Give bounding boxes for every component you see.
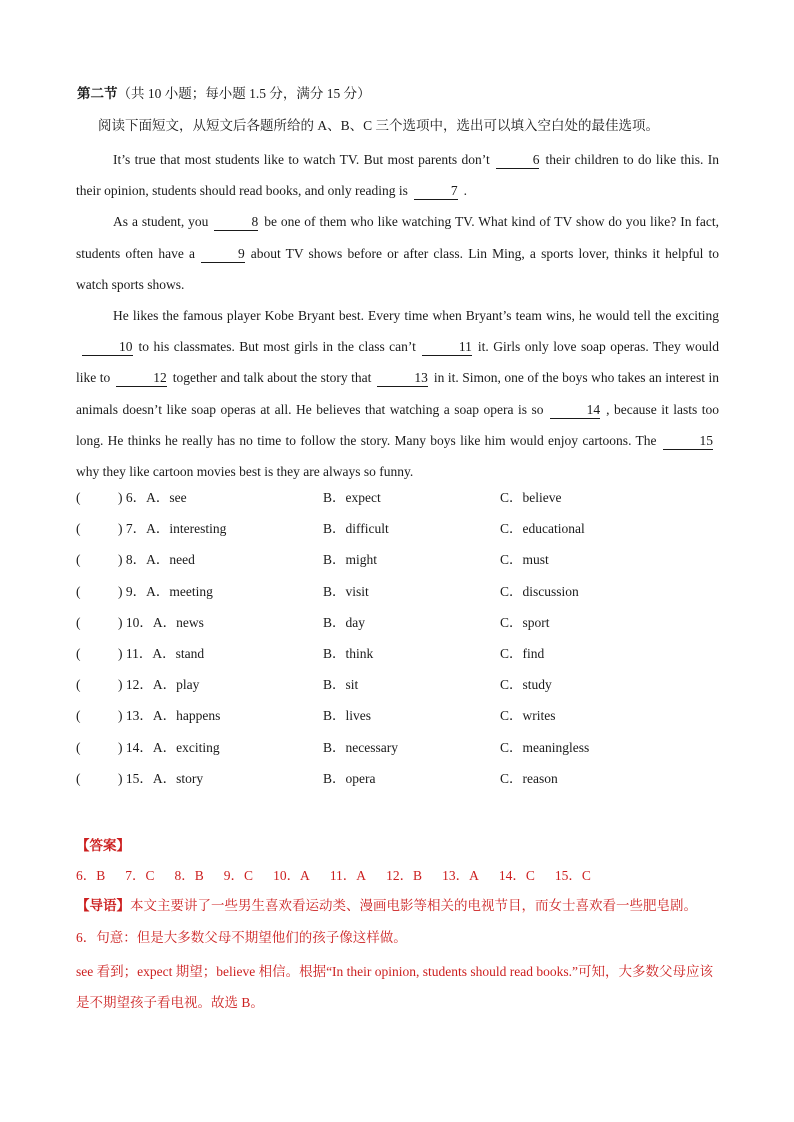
answer-heading: 【答案】 <box>76 838 130 853</box>
question-row <box>76 513 719 544</box>
answer-item: 9．C <box>223 868 254 883</box>
answer-key <box>76 864 611 884</box>
passage-text: As a student, you <box>113 214 209 230</box>
option-a: ) 8．A．need <box>118 552 195 568</box>
question-list <box>76 482 719 794</box>
blank-8: 8 <box>214 214 258 231</box>
passage-text: it. Girls only love soap operas. They would like to <box>76 339 720 386</box>
question-row <box>76 700 719 731</box>
answer-paren[interactable]: ( <box>76 490 81 505</box>
question-row <box>76 482 719 513</box>
blank-6: 6 <box>496 152 540 169</box>
instruction: 阅读下面短文，从短文后各题所给的 A、B、C 三个选项中，选出可以填入空白处的最佳选项。 <box>98 118 660 133</box>
option-b: B．day <box>323 614 365 630</box>
option-a: ) 13．A．happens <box>118 708 221 724</box>
option-c: C．study <box>500 677 552 693</box>
question-row <box>76 638 719 669</box>
passage-paragraph-1 <box>76 144 719 206</box>
answer-item: 11．A <box>329 868 367 883</box>
blank-10: 10 <box>82 339 133 356</box>
answer-paren[interactable]: ( <box>76 583 81 599</box>
passage-text: . <box>463 183 467 199</box>
passage-text: , because it lasts too long. He thinks he really has no time to follow the story. Many boys like him would enjoy cartoons. The <box>76 401 719 448</box>
option-c: C．must <box>500 552 549 568</box>
option-b: B．visit <box>323 583 369 599</box>
answer-paren[interactable]: ( <box>76 677 81 693</box>
option-c: C．meaningless <box>500 739 590 755</box>
section-note: （共 10 小题；每小题 1.5 分，满分 15 分） <box>117 86 371 101</box>
passage-text: be one of them who like watching TV. What kind of TV show do you like? In fact, students often have a <box>76 214 720 261</box>
option-b: B．difficult <box>323 521 389 537</box>
answer-item: 13．A <box>442 868 479 883</box>
option-a: ) 11．A．stand <box>118 645 205 661</box>
passage-text: in it. Simon, one of the boys who takes an interest in animals doesn’t like soap operas at all. He believes that watching a soap opera is so <box>76 370 719 417</box>
answer-item: 7．C <box>125 868 155 883</box>
option-a: ) 10．A．news <box>118 614 204 630</box>
answer-item: 6．B <box>76 868 106 883</box>
option-a: ) 7．A．interesting <box>118 521 227 537</box>
option-c: C．believe <box>500 490 562 505</box>
passage-text: He likes the famous player Kobe Bryant best. Every time when Bryant’s team wins, he would tell the exciting <box>113 308 719 324</box>
explanation-paragraph: see 看到；expect 期望；believe 相信。根据“In their opinion, students should read books.”可知，大多数父母应该是不期望孩子看电视。故选 B。 <box>76 964 714 1010</box>
option-b: B．expect <box>323 490 381 505</box>
option-b: B．lives <box>323 708 372 724</box>
passage-text: their children to do like this. In their opinion, students should read books, and only reading is <box>76 152 719 199</box>
passage-paragraph-3 <box>76 300 719 487</box>
question-row <box>76 763 719 794</box>
option-a: ) 14．A．exciting <box>118 739 220 755</box>
option-b: B．sit <box>323 677 359 693</box>
section-heading <box>77 82 371 102</box>
question-row <box>76 732 719 763</box>
answer-paren[interactable]: ( <box>76 521 81 537</box>
option-b: B．necessary <box>323 739 398 755</box>
question-row <box>76 544 719 575</box>
answer-item: 12．B <box>386 868 423 883</box>
blank-13: 13 <box>377 370 428 387</box>
answer-item: 14．C <box>498 868 535 883</box>
option-a: ) 12．A．play <box>118 677 200 693</box>
answer-paren[interactable]: ( <box>76 552 81 568</box>
option-c: C．find <box>500 645 545 661</box>
section-title: 第二节 <box>77 86 118 101</box>
question-row <box>76 576 719 607</box>
answer-paren[interactable]: ( <box>76 770 81 786</box>
passage <box>76 144 719 487</box>
blank-12: 12 <box>116 370 167 387</box>
option-c: C．discussion <box>500 583 579 599</box>
option-c: C．reason <box>500 770 558 786</box>
option-a: ) 6．A．see <box>118 490 187 505</box>
option-b: B．might <box>323 552 378 568</box>
option-c: C．sport <box>500 614 550 630</box>
passage-text: about TV shows before or after class. Lin Ming, a sports lover, thinks it helpful to watch sports shows. <box>76 245 719 292</box>
question-row <box>76 669 719 700</box>
answer-item: 8．B <box>174 868 204 883</box>
option-c: C．educational <box>500 521 585 537</box>
option-a: ) 9．A．meeting <box>118 583 213 599</box>
passage-text: It’s true that most students like to watch TV. But most parents don’t <box>113 152 490 167</box>
answer-paren[interactable]: ( <box>76 708 81 724</box>
intro-label: 【导语】 <box>76 898 130 913</box>
passage-paragraph-2 <box>76 206 719 300</box>
option-b: B．think <box>323 645 374 661</box>
passage-text: together and talk about the story that <box>172 370 372 386</box>
intro-summary <box>76 894 697 914</box>
answer-paren[interactable]: ( <box>76 645 81 661</box>
blank-11: 11 <box>422 339 472 356</box>
option-c: C．writes <box>500 708 556 724</box>
intro-text: 本文主要讲了一些男生喜欢看运动类、漫画电影等相关的电视节目，而女士喜欢看一些肥皂剧。 <box>130 898 697 913</box>
answer-item: 10．A <box>273 868 310 883</box>
answer-paren[interactable]: ( <box>76 739 81 755</box>
option-a: ) 15．A．story <box>118 770 204 786</box>
blank-9: 9 <box>201 246 245 263</box>
blank-15: 15 <box>663 433 714 450</box>
question-row <box>76 607 719 638</box>
passage-text: to his classmates. But most girls in the class can’t <box>138 339 416 355</box>
blank-14: 14 <box>550 402 601 419</box>
answer-paren[interactable]: ( <box>76 614 81 630</box>
blank-7: 7 <box>414 183 458 200</box>
explanation-q6: 6．句意：但是大多数父母不期望他们的孩子像这样做。 <box>76 930 407 945</box>
answer-item: 15．C <box>554 868 591 883</box>
passage-text: why they like cartoon movies best is they are always so funny. <box>76 464 414 480</box>
option-b: B．opera <box>323 770 376 786</box>
